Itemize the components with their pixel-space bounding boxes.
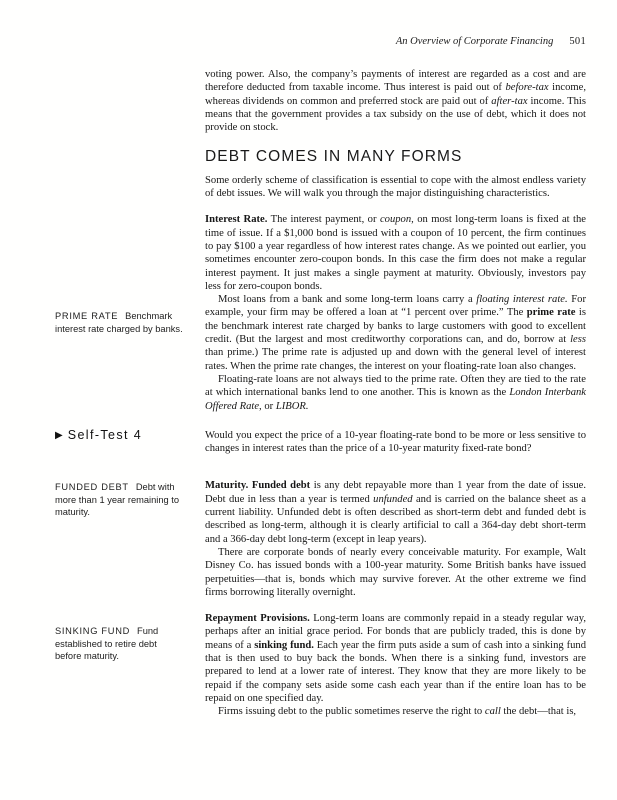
glossary-definition-prime-rate: Benchmark interest rate charged by banks. <box>55 311 183 334</box>
margin-column <box>55 599 205 662</box>
main-column <box>205 134 586 200</box>
glossary-definition-sinking-fund: Fund established to retire debt before maturity. <box>55 626 159 661</box>
section-heading-debt-forms: DEBT COMES IN MANY FORMS <box>205 148 463 166</box>
page-number: 501 <box>569 36 586 47</box>
paragraph-maturity: Maturity. Funded debt is any debt repayable more than 1 year from the date of issue. Debt due in less than a year is termed unfunded and is carried on the balance sheet as a current liability. Unfunded debt is often described as short-term debt and funded debt is described as long-term, although it is clearly artificial to call a 364-day debt short-term and a 366-day debt long-term (except in leap years). <box>205 480 586 545</box>
margin-note-prime-rate <box>55 310 183 335</box>
paragraph-corporate-bond-maturities: There are corporate bonds of nearly every conceivable maturity. For example, Walt Disney Co. has issued bonds with a 100-year maturity. Some British banks have issued perpetuities—that is, bonds which may survive forever. At the other extreme we find firms borrowing literally overnight. <box>205 546 586 598</box>
paragraph-call-provision: Firms issuing debt to the public sometimes reserve the right to call the debt—that is, <box>218 706 577 718</box>
main-column <box>205 429 586 456</box>
self-test-label <box>55 429 183 443</box>
glossary-term-funded-debt: FUNDED DEBT <box>55 482 129 493</box>
chapter-title: An Overview of Corporate Financing <box>395 36 554 47</box>
triangle-bullet-icon: ▶ <box>55 429 63 441</box>
main-column <box>205 705 586 718</box>
main-column <box>205 68 586 134</box>
paragraph-classification-intro: Some orderly scheme of classification is essential to cope with the almost endless variety of debt issues. We will walk you through the major distinguishing characteristics. <box>205 174 586 200</box>
section-floating-rate <box>55 373 586 413</box>
glossary-term-sinking-fund: SINKING FUND <box>55 626 131 637</box>
main-column <box>205 373 586 413</box>
paragraph-most-loans: Most loans from a bank and some long-term loans carry a floating interest rate. For example, your firm may be offered a loan at “1 percent over prime.” The prime rate is the benchmark interest rate charged by banks to large customers with good to excellent credit. (But the largest and most creditworthy corporations can, and do, borrow at less than prime.) The prime rate is adjusted up and down with the general level of interest rates. When the prime rate changes, the interest on your floating-rate loan also changes. <box>205 294 586 372</box>
section-self-test <box>55 429 586 456</box>
main-column <box>205 200 586 293</box>
margin-note-sinking-fund <box>55 625 183 662</box>
paragraph-interest-rate: Interest Rate. The interest payment, or coupon, on most long-term loans is fixed at the time of issue. If a $1,000 bond is issued with a coupon of 10 percent, the firm continues to pay $100 a year regardless of how interest rates change. As we pointed out earlier, you sometimes encounter zero-coupon bonds. In this case the firm does not make a regular interest payment. It just makes a single payment at maturity. Obviously, investors pay less for zero-coupon bonds. <box>205 214 586 292</box>
section-heading-row <box>55 134 586 200</box>
paragraph-voting-power: voting power. Also, the company’s payments of interest are regarded as a cost and are therefore deducted from taxable income. Thus interest is paid out of before-tax income, whereas dividends on common and preferred stock are paid out of after-tax income. This means that the government provides a tax subsidy on the use of debt, which it does not provide on stock. <box>205 69 586 134</box>
paragraph-repayment-provisions: Repayment Provisions. Long-term loans are commonly repaid in a steady regular way, perhaps after an initial grace period. For bonds that are publicly traded, this is done by means of a sinking fund. Each year the firm puts aside a sum of cash into a sinking fund that is then used to buy back the bonds. When there is a sinking fund, investors are prepared to lend at a lower rate of interest. They know that they are more likely to be repaid if the company sets aside some cash each year than if the entire loan has to be repaid on one specified day. <box>205 613 586 704</box>
section-maturity <box>55 479 586 545</box>
section-prime-rate <box>55 293 586 373</box>
main-column <box>205 479 586 545</box>
section-call-provision <box>55 705 586 718</box>
main-column <box>205 293 586 373</box>
glossary-term-prime-rate: PRIME RATE <box>55 311 119 322</box>
page-content <box>55 68 586 718</box>
section-repayment-provisions <box>55 599 586 705</box>
margin-column <box>55 479 205 518</box>
main-column <box>205 599 586 705</box>
section-continued-text <box>55 68 586 134</box>
margin-note-funded-debt <box>55 481 183 518</box>
glossary-definition-funded-debt: Debt with more than 1 year remaining to maturity. <box>55 482 180 518</box>
main-column <box>205 546 586 599</box>
section-interest-rate <box>55 200 586 293</box>
paragraph-floating-rate: Floating-rate loans are not always tied to the prime rate. Often they are tied to the rate at which international banks lend to one another. This is known as the London Interbank Offered Rate, or LIBOR. <box>205 373 586 412</box>
self-test-title: Self-Test 4 <box>67 427 143 442</box>
running-head <box>55 36 586 47</box>
self-test-question: Would you expect the price of a 10-year floating-rate bond to be more or less sensitive to changes in interest rates than the price of a 10-year maturity fixed-rate bond? <box>205 429 586 455</box>
margin-column <box>55 429 205 443</box>
section-bond-maturities <box>55 546 586 599</box>
margin-column <box>55 293 205 335</box>
